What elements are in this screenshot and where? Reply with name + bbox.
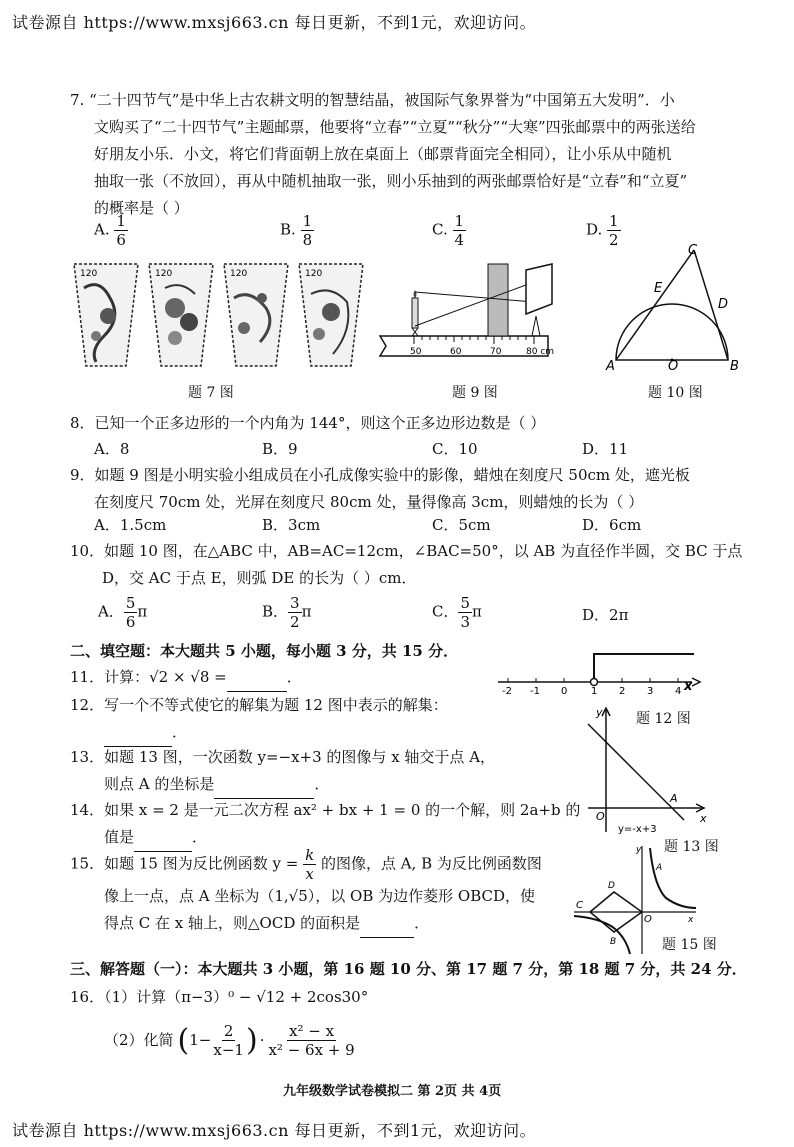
label-o: O <box>668 359 679 372</box>
nl-tick: 2 <box>619 686 626 694</box>
ruler-tick: 80 cm <box>526 347 555 357</box>
answer-blank <box>104 719 172 747</box>
bottom-watermark: 试卷源自 https://www.mxsj663.cn 每日更新，不到1元，欢迎访问。 <box>12 1121 537 1140</box>
label-c: C <box>688 243 698 258</box>
q9-option-c: C．5cm <box>432 516 491 534</box>
q8-option-b: B．9 <box>262 440 298 458</box>
q8-option-d: D．11 <box>582 440 629 458</box>
figure-13-graph <box>584 702 714 836</box>
q10-option-a: A． $\frac{5}{6}$ π <box>98 594 148 631</box>
axis-y-label: y <box>596 706 603 719</box>
q7-line: 抽取一张（不放回），再从中随机抽取一张，则小乐抽到的两张邮票恰好是“立春”和“立夏” <box>94 172 688 190</box>
question-15: 15．如题 15 图为反比例函数 y = $\frac{k}{x}$ 的图像，点 A, B 为反比例函数图 像上一点，点 A 坐标为（1,√5），以 OB 为边作菱形 OBCD，使 得点 C 在 x 轴上，则△OCD 的面积是 ． <box>70 846 542 938</box>
label-d: D <box>718 297 729 312</box>
fig13-caption: 题 13 图 <box>664 839 719 855</box>
q7-line: 好朋友小乐．小文，将它们背面朝上放在桌面上（邮票背面完全相同），让小乐从中随机 <box>94 145 672 163</box>
q9-option-b: B．3cm <box>262 516 321 534</box>
label-c: C <box>576 900 583 911</box>
q8-option-a: A．8 <box>94 440 130 458</box>
q10-option-d: D．2π <box>582 606 629 624</box>
answer-blank <box>360 910 414 938</box>
question-7 <box>70 87 696 222</box>
label-b: B <box>730 359 739 372</box>
nl-tick: 1 <box>591 686 598 694</box>
q10-option-c: C． $\frac{5}{3}$ π <box>432 594 482 631</box>
q7-line: 7. “二十四节气”是中华上古农耕文明的智慧结晶，被国际气象界誉为“中国第五大发明”．小 <box>70 91 675 109</box>
section-3-heading: 三、解答题（一）：本大题共 3 小题，第 16 题 10 分、第 17 题 7 分，第 18 题 7 分，共 24 分． <box>70 960 747 978</box>
q7-line: 文购买了“二十四节气”主题邮票，他要将“立春”“立夏”“秋分”“大寒”四张邮票中的两张送给 <box>94 118 696 136</box>
nl-axis-label: x <box>684 679 693 694</box>
screen <box>526 264 552 314</box>
nl-tick: -2 <box>502 686 512 694</box>
stamp-2 <box>149 264 213 366</box>
answer-blank <box>227 664 287 692</box>
page-footer: 九年级数学试卷模拟二 第 2页 共 4页 <box>283 1084 502 1099</box>
q9-line: 在刻度尺 70cm 处，光屏在刻度尺 80cm 处，量得像高 3cm，则蜡烛的长为（ ） <box>94 493 644 511</box>
question-9 <box>70 462 690 516</box>
question-11: 11．计算：√2 × √8 = ． <box>70 664 302 692</box>
candle-flame <box>414 290 417 298</box>
solution-ray <box>594 654 694 678</box>
semicircle <box>616 304 728 360</box>
stamp-value: 120 <box>80 269 98 279</box>
line-graph <box>588 724 684 820</box>
q7-line: 的概率是（ ） <box>94 199 189 217</box>
q7-option-c: C. $\frac{1}{4}$ <box>432 212 465 249</box>
label-a: A <box>606 359 615 372</box>
q10-line: 10．如题 10 图，在△ABC 中，AB=AC=12cm，∠BAC=50°，以 AB 为直径作半圆，交 BC 于点 <box>70 542 743 560</box>
label-x: x <box>688 915 694 925</box>
ruler-tick: 60 <box>450 347 462 357</box>
candle <box>412 298 418 328</box>
stamp-3 <box>224 264 288 366</box>
fig15-caption: 题 15 图 <box>662 937 717 953</box>
nl-tick: 4 <box>675 686 682 694</box>
q10-option-b: B． $\frac{3}{2}$ π <box>262 594 312 631</box>
fig7-caption: 题 7 图 <box>188 385 234 401</box>
nl-tick: 3 <box>647 686 654 694</box>
question-16-part-2: （2）化简 ( 1− $\frac{2}{x-1}$ ) · $\frac{\text{x² − x}}{\text{x² − 6x + 9}}$ <box>104 1022 355 1059</box>
q9-line: 9．如题 9 图是小明实验小组成员在小孔成像实验中的影像，蜡烛在刻度尺 50cm 处，遮光板 <box>70 466 690 484</box>
origin-label: O <box>596 810 605 823</box>
stamp-4 <box>299 264 363 366</box>
question-16-part-1: 16．（1）计算（π−3）⁰ − √12 + 2cos30° <box>70 988 369 1006</box>
q9-option-d: D．6cm <box>582 516 642 534</box>
q10-line: D，交 AC 于点 E，则弧 DE 的长为（ ）cm． <box>102 569 417 587</box>
ruler-tick: 70 <box>490 347 502 357</box>
fig12-caption: 题 12 图 <box>636 711 691 727</box>
stamp-value: 120 <box>230 269 248 279</box>
stamp-value: 120 <box>155 269 173 279</box>
section-2-heading: 二、填空题：本大题共 5 小题，每小题 3 分，共 15 分． <box>70 642 459 660</box>
point-a-label: A <box>670 792 678 805</box>
question-10 <box>70 538 742 592</box>
nl-tick: 0 <box>561 686 568 694</box>
question-13: 13．如题 13 图，一次函数 y=−x+3 的图像与 x 轴交于点 A， 则点 A 的坐标是 ． <box>70 744 495 799</box>
fig9-caption: 题 9 图 <box>452 385 498 401</box>
label-a: A <box>656 863 663 873</box>
q7-option-a: A. $\frac{1}{6}$ <box>94 212 126 249</box>
nl-tick: -1 <box>530 686 540 694</box>
label-e: E <box>654 281 663 296</box>
graph-equation-label: y=-x+3 <box>618 824 657 835</box>
axis-x-label: x <box>700 812 707 825</box>
hyperbola-branch-1 <box>650 848 696 908</box>
question-14: 14．如果 x = 2 是一元二次方程 ax² + bx + 1 = 0 的一个解，则 2a+b 的 值是 ． <box>70 797 580 852</box>
q7-option-d: D. $\frac{1}{2}$ <box>586 212 619 249</box>
stamp-1 <box>74 264 138 366</box>
figure-7-stamps <box>70 258 365 373</box>
label-y: y <box>636 845 642 855</box>
question-12: 12．写一个不等式使它的解集为题 12 图中表示的解集： ． <box>70 692 448 747</box>
figure-9-apparatus <box>376 262 566 366</box>
ruler-tick: 50 <box>410 347 422 357</box>
q8-option-c: C．10 <box>432 440 478 458</box>
q7-option-b: B. $\frac{1}{8}$ <box>280 212 313 249</box>
question-8: 8．已知一个正多边形的一个内角为 144°，则这个正多边形边数是（ ） <box>70 414 546 432</box>
fig10-caption: 题 10 图 <box>648 385 703 401</box>
figure-12-number-line <box>494 648 704 694</box>
label-b: B <box>610 937 617 947</box>
top-watermark: 试卷源自 https://www.mxsj663.cn 每日更新，不到1元，欢迎访问。 <box>12 13 537 32</box>
figure-10-triangle <box>598 240 748 372</box>
q9-option-a: A．1.5cm <box>94 516 167 534</box>
open-endpoint <box>591 679 598 686</box>
stamp-value: 120 <box>305 269 323 279</box>
label-o: O <box>644 914 652 925</box>
label-d: D <box>608 881 615 891</box>
answer-blank <box>214 771 314 799</box>
